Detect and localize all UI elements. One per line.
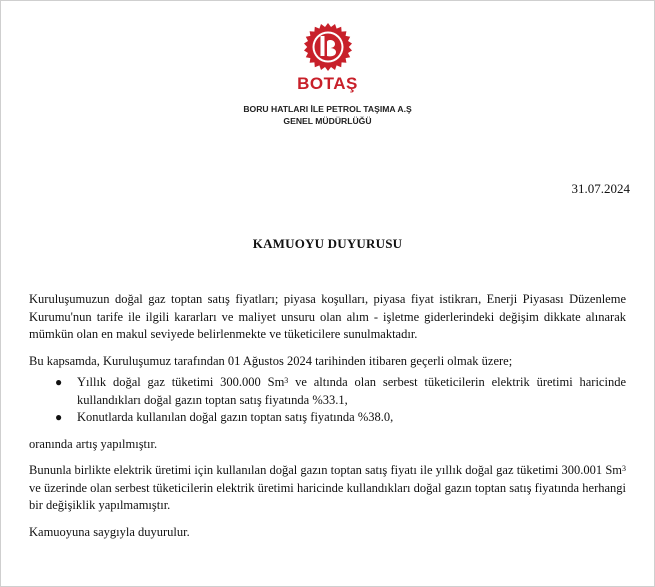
company-line-1: BORU HATLARI İLE PETROL TAŞIMA A.Ş (243, 104, 412, 114)
bullet-icon: ● (55, 410, 63, 424)
document-title: KAMUOYU DUYURUSU (252, 236, 403, 251)
brand-name: BOTAŞ (297, 74, 358, 93)
paragraph-closing: Kamuoyuna saygıyla duyurulur. (29, 524, 190, 539)
letterhead (0, 22, 655, 127)
price-change-list (29, 374, 626, 427)
company-line-2: GENEL MÜDÜRLÜĞÜ (283, 116, 372, 126)
bullet-icon: ● (55, 375, 63, 389)
list-item: ● Yıllık doğal gaz tüketimi 300.000 Sm$^3$ ve altında olan serbest tüketicilerin elektrik üretimi haricinde kullandıkları doğal gazın toptan satış fiyatında %33.1, (55, 375, 626, 407)
paragraph-no-change: Bununla birlikte elektrik üretimi için kullanılan doğal gazın toptan satış fiyatı ile yıllık doğal gaz tüketimi 300.001 Sm$^3$ ve üzerinde olan serbest tüketicilerin elektrik üretimi haricinde kullandıkları doğal gazın toptan satış fiyatında herhangi bir değişiklik yapılmamıştır. (29, 463, 626, 512)
document-date: 31.07.2024 (571, 181, 630, 196)
paragraph-increase: oranında artış yapılmıştır. (29, 436, 158, 451)
announcement-body (29, 291, 626, 541)
company-name (0, 103, 655, 127)
paragraph-intro: Kuruluşumuzun doğal gaz toptan satış fiyatları; piyasa koşulları, piyasa fiyat istikrarı, Enerji Piyasası Düzenleme Kurumu'nun tarife ile ilgili kararları ve maliyet unsuru olan alım - işletme giderlerindeki değişim dikkate alınarak mümkün olan en makul seviyede belirlenmekte ve tüketicilere sunulmaktadır. (29, 292, 626, 341)
botas-logo-icon (303, 22, 353, 72)
list-item: ● Konutlarda kullanılan doğal gazın toptan satış fiyatında %38.0, (77, 409, 626, 427)
paragraph-scope: Bu kapsamda, Kuruluşumuz tarafından 01 Ağustos 2024 tarihinden itibaren geçerli olmak üzere; (29, 353, 513, 368)
